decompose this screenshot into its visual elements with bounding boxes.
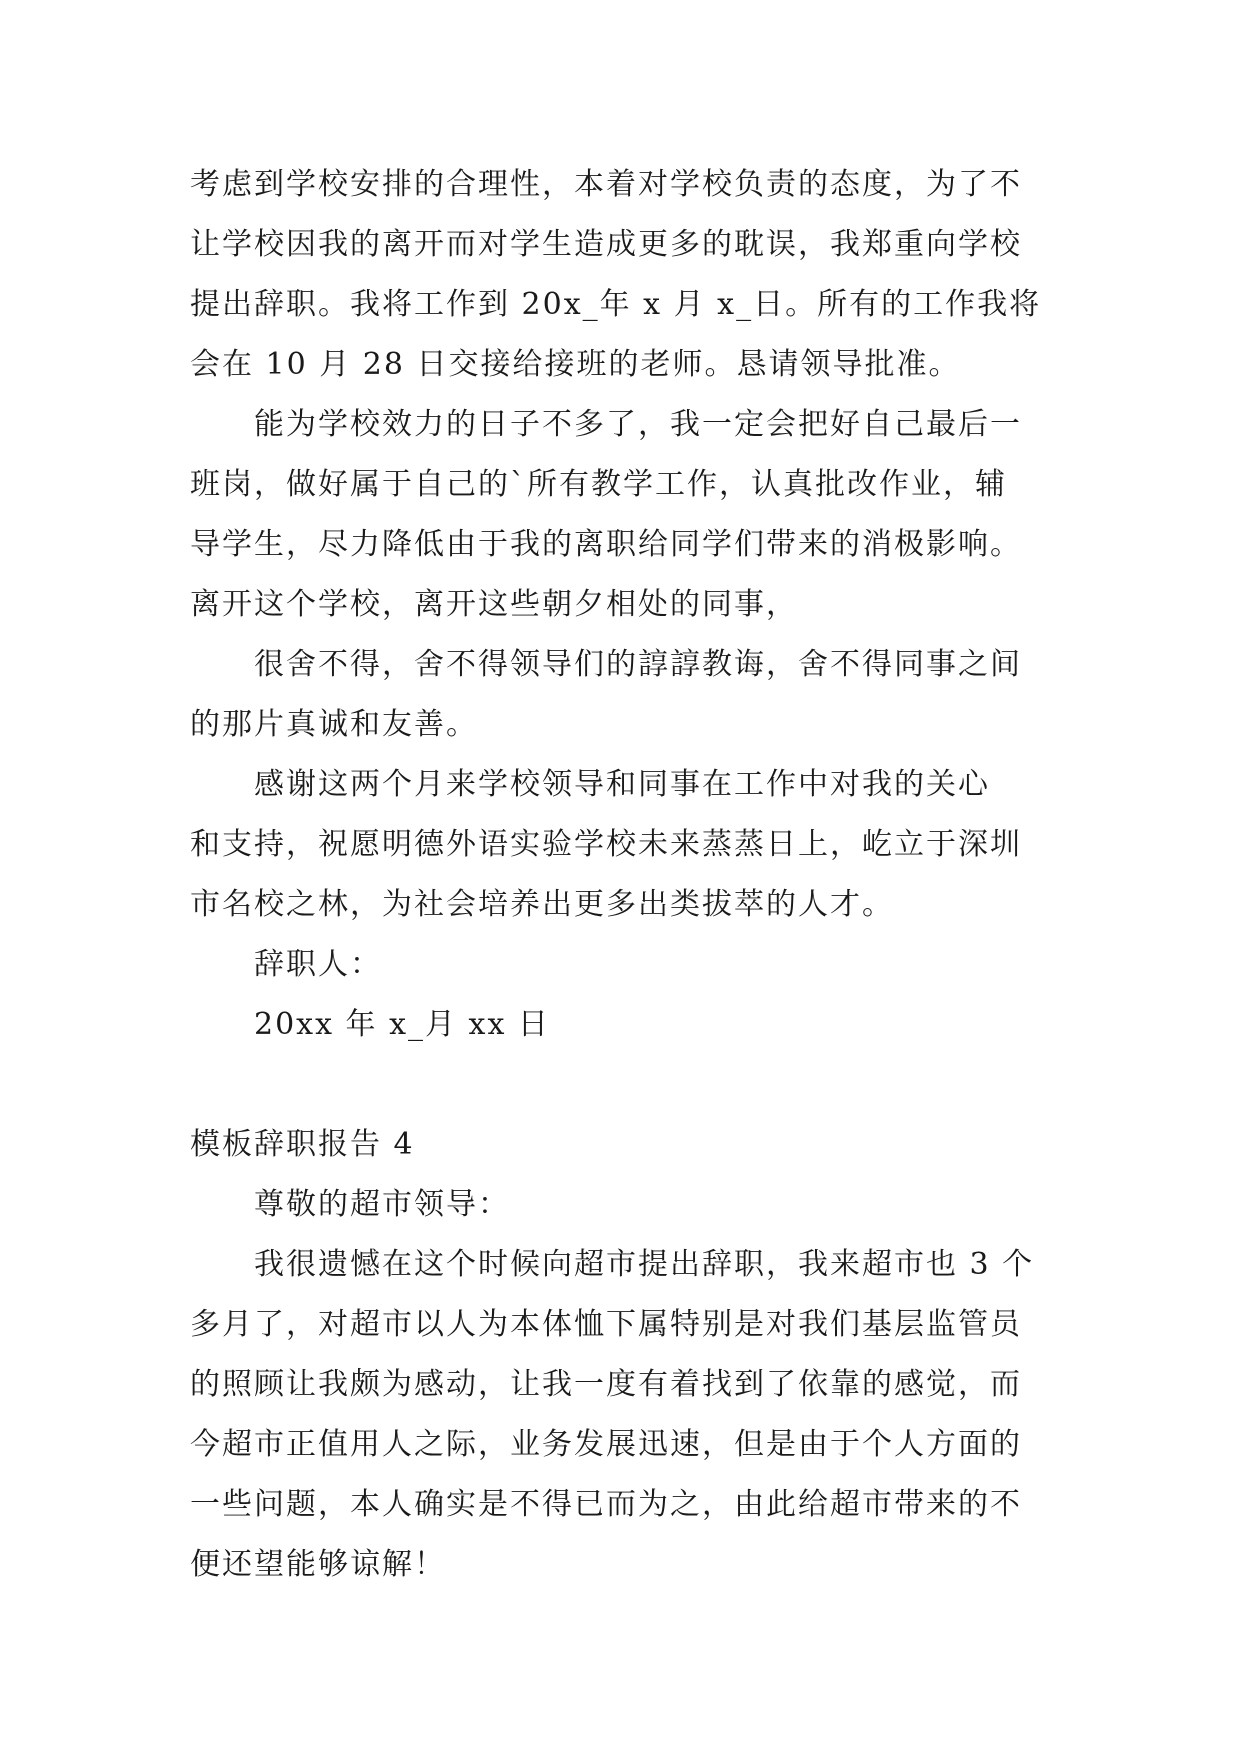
text-line: 考虑到学校安排的合理性，本着对学校负责的态度，为了不	[190, 167, 1022, 202]
text-line: 感谢这两个月来学校领导和同事在工作中对我的关心	[254, 767, 990, 802]
text-line: 导学生，尽力降低由于我的离职给同学们带来的消极影响。	[190, 527, 1022, 562]
signer-line: 辞职人：	[254, 947, 382, 982]
section-title: 模板辞职报告 4	[190, 1127, 415, 1162]
text-line: 能为学校效力的日子不多了，我一定会把好自己最后一	[254, 407, 1022, 442]
text-line: 很舍不得，舍不得领导们的諄諄教诲，舍不得同事之间	[254, 647, 1022, 682]
text-line: 让学校因我的离开而对学生造成更多的耽误，我郑重向学校	[190, 227, 1022, 262]
paragraph	[190, 155, 1070, 395]
text-line: 多月了，对超市以人为本体恤下属特别是对我们基层监管员	[190, 1307, 1022, 1342]
text-line: 的照顾让我颇为感动，让我一度有着找到了依靠的感觉，而	[190, 1367, 1022, 1402]
date-line: 20xx 年 x_月 xx 日	[254, 1007, 550, 1042]
text-line: 会在 10 月 28 日交接给接班的老师。恳请领导批准。	[190, 347, 961, 382]
text-line: 和支持，祝愿明德外语实验学校未来蒸蒸日上，屹立于深圳	[190, 827, 1022, 862]
document-body	[190, 155, 1070, 1595]
text-line: 一些问题，本人确实是不得已而为之，由此给超市带来的不	[190, 1487, 1022, 1522]
text-line: 离开这个学校，离开这些朝夕相处的同事，	[190, 587, 798, 622]
text-line: 市名校之林，为社会培养出更多出类拔萃的人才。	[190, 887, 894, 922]
text-line: 提出辞职。我将工作到 20x_年 x 月 x_日。所有的工作我将	[190, 287, 1042, 322]
text-line: 便还望能够谅解！	[190, 1547, 446, 1582]
text-line: 的那片真诚和友善。	[190, 707, 478, 742]
text-line: 班岗，做好属于自己的`所有教学工作，认真批改作业，辅	[190, 467, 1007, 502]
paragraph	[190, 635, 1070, 755]
text-line: 今超市正值用人之际，业务发展迅速，但是由于个人方面的	[190, 1427, 1022, 1462]
paragraph	[190, 755, 1070, 935]
paragraph	[190, 1235, 1070, 1595]
paragraph	[190, 395, 1070, 635]
text-line: 我很遗憾在这个时候向超市提出辞职，我来超市也 3 个	[254, 1247, 1035, 1282]
section-spacer	[190, 1055, 1070, 1115]
salutation: 尊敬的超市领导：	[254, 1187, 510, 1222]
